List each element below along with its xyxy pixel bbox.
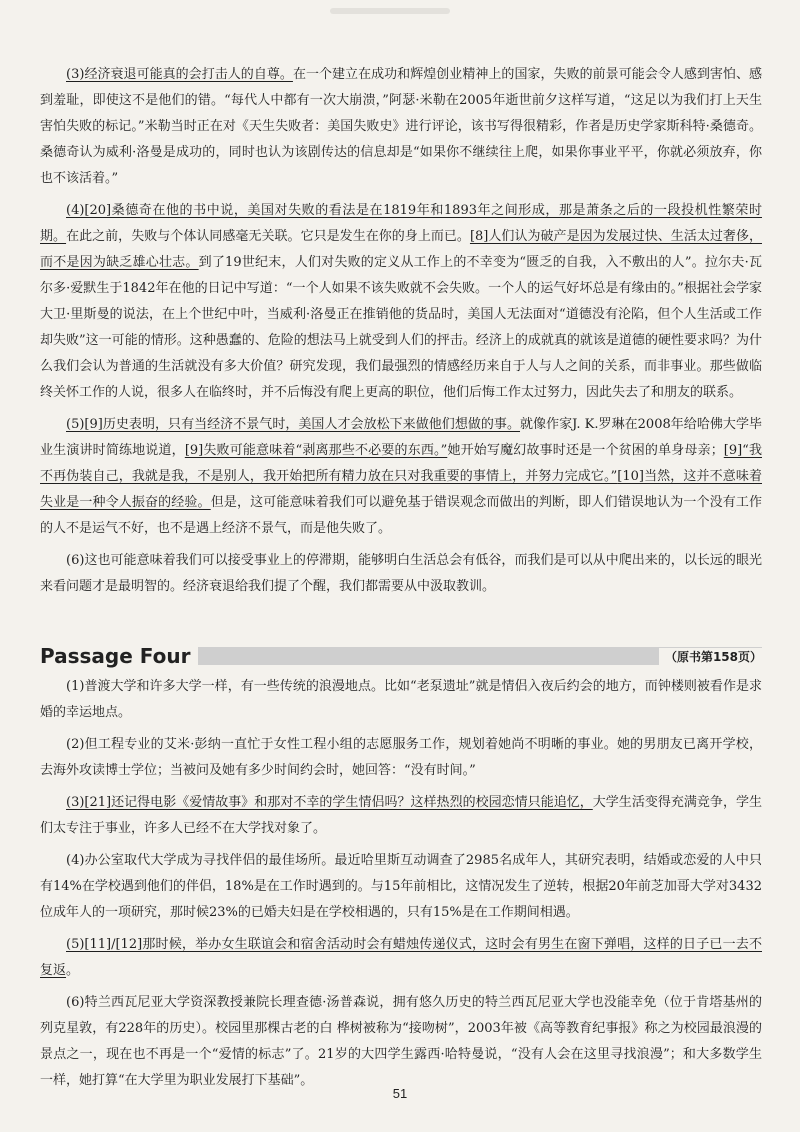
passage-three-continued bbox=[40, 62, 762, 606]
underlined-sentence: (3)[21]还记得电影《爱情故事》和那对不幸的学生情侣吗？这样热烈的校园恋情只能追忆， bbox=[66, 795, 593, 810]
scan-artifact bbox=[330, 8, 450, 14]
page-reference: （原书第158页） bbox=[659, 648, 762, 665]
paragraph-3: (3)[21]还记得电影《爱情故事》和那对不幸的学生情侣吗？这样热烈的校园恋情只能追忆，大学生活变得充满竞争，学生们太专注于事业，许多人已经不在大学找对象了。 bbox=[40, 795, 762, 836]
underlined-sentence: [9]“我不再伪装自己，我就是我，不是别人，我开始把所有精力放在只对我重要的事情上，并努力完成它。” bbox=[40, 443, 762, 484]
header-bar bbox=[198, 647, 762, 665]
paragraph-5: (5)[9]历史表明，只有当经济不景气时，美国人才会放松下来做他们想做的事。就像作家J. K.罗琳在2008年给哈佛大学毕业生演讲时简练地说道，[9]失败可能意味着“剥离那些不必要的东西。”她开始写魔幻故事时还是一个贫困的单身母亲；[9]“我不再伪装自己，我就是我，不是别人，我开始把所有精力放在只对我重要的事情上，并努力完成它。”[10]当然，这并不意味着失业是一种令人振奋的经验。但是，这可能意味着我们可以避免基于错误观念而做出的判断，即人们错误地认为一个没有工作的人不是运气不好，也不是遇上经济不景气，而是他失败了。 bbox=[40, 417, 762, 536]
paragraph-4: (4)[20]桑德奇在他的书中说，美国对失败的看法是在1819年和1893年之间形成，那是萧条之后的一段投机性繁荣时期。在此之前，失败与个体认同感毫无关联。它只是发生在你的身上而已。[8]人们认为破产是因为发展过快、生活太过奢侈，而不是因为缺乏雄心壮志。到了19世纪末，人们对失败的定义从工作上的不幸变为“匮乏的自我，入不敷出的人”。拉尔夫·瓦尔多·爱默生于1842年在他的日记中写道：“一个人如果不该失败就不会失败。一个人的运气好坏总是有缘由的。”根据社会学家大卫·里斯曼的说法，在上个世纪中叶，当威利·洛曼正在推销他的货品时，美国人无法面对“道德没有沦陷，但个人生活或工作却失败”这一可能的情形。这种愚蠢的、危险的想法马上就受到人们的抨击。经济上的成就真的就该是道德的硬性要求吗？为什么我们会认为普通的生活就没有多大价值？研究发现，我们最强烈的情感经历来自于人与人之间的关系，而非事业。那些做临终关怀工作的人说，很多人在临终时，并不后悔没有爬上更高的职位，他们后悔工作太过努力，因此失去了和朋友的联系。 bbox=[40, 203, 762, 400]
paragraph-6: (6)这也可能意味着我们可以接受事业上的停滞期，能够明白生活总会有低谷，而我们是可以从中爬出来的，以长远的眼光来看问题才是最明智的。经济衰退给我们提了个醒，我们都需要从中汲取教训。 bbox=[40, 553, 762, 594]
paragraph-3: (3)经济衰退可能真的会打击人的自尊。在一个建立在成功和辉煌创业精神上的国家，失败的前景可能会令人感到害怕、感到羞耻，即使这不是他们的错。“每代人中都有一次大崩溃，”阿瑟·米勒在2005年逝世前夕这样写道，“这足以为我们打上天生害怕失败的标记。”米勒当时正在对《天生失败者：美国失败史》进行评论，该书写得很精彩，作者是历史学家斯科特·桑德奇。桑德奇认为威利·洛曼是成功的，同时也认为该剧传达的信息却是“如果你不继续往上爬，如果你事业平平，你就必须放弃，你也不该活着。” bbox=[40, 67, 762, 186]
passage-four-body bbox=[40, 674, 762, 1100]
paragraph-6: (6)特兰西瓦尼亚大学资深教授兼院长理查德·汤普森说，拥有悠久历史的特兰西瓦尼亚大学也没能幸免（位于肯塔基州的列克星敦，有228年的历史）。校园里那棵古老的白 桦树被称为“接吻树”，2003年被《高等教育纪事报》称之为校园最浪漫的景点之一，现在也不再是一个“爱情的标志”了。21岁的大四学生露西·哈特曼说，“没有人会在这里寻找浪漫”；和大多数学生一样，她打算“在大学里为职业发展打下基础”。 bbox=[40, 995, 762, 1088]
underlined-sentence: [9]失败可能意味着“剥离那些不必要的东西。” bbox=[184, 443, 448, 458]
underlined-sentence: (5)[9]历史表明，只有当经济不景气时，美国人才会放松下来做他们想做的事。 bbox=[66, 417, 521, 432]
underlined-sentence: [10]当然，这并不意味着失业是一种令人振奋的经验。 bbox=[40, 469, 762, 510]
paragraph-5: (5)[11]/[12]那时候，举办女生联谊会和宿舍活动时会有蜡烛传递仪式，这时会有男生在窗下弹唱，这样的日子已一去不复返。 bbox=[40, 937, 762, 978]
paragraph-1: (1)普渡大学和许多大学一样，有一些传统的浪漫地点。比如“老泵遗址”就是情侣入夜后约会的地方，而钟楼则被看作是求婚的幸运地点。 bbox=[40, 679, 762, 720]
paragraph-4: (4)办公室取代大学成为寻找伴侣的最佳场所。最近哈里斯互动调查了2985名成年人，其研究表明，结婚或恋爱的人中只有14%在学校遇到他们的伴侣，18%是在工作时遇到的。与15年前相比，这情况发生了逆转，根据20年前芝加哥大学对3432位成年人的一项研究，那时候23%的已婚夫妇是在学校相遇的，只有15%是在工作期间相遇。 bbox=[40, 853, 762, 920]
underlined-sentence: [8]人们认为破产是因为发展过快、生活太过奢侈，而不是因为缺乏雄心壮志。 bbox=[40, 229, 762, 270]
passage-title: Passage Four bbox=[40, 644, 191, 668]
underlined-sentence: (4)[20]桑德奇在他的书中说，美国对失败的看法是在1819年和1893年之间形成，那是萧条之后的一段投机性繁荣时期。 bbox=[40, 203, 762, 244]
underlined-sentence: (5)[11]/[12]那时候，举办女生联谊会和宿舍活动时会有蜡烛传递仪式，这时会有男生在窗下弹唱，这样的日子已一去不复返 bbox=[40, 937, 762, 978]
underlined-sentence: (3)经济衰退可能真的会打击人的自尊。 bbox=[66, 67, 293, 82]
paragraph-2: (2)但工程专业的艾米·彭纳一直忙于女性工程小组的志愿服务工作，规划着她尚不明晰的事业。她的男朋友已离开学校，去海外攻读博士学位；当被问及她有多少时间约会时，她回答：“没有时间。” bbox=[40, 737, 762, 778]
page-number: 51 bbox=[392, 1086, 408, 1101]
passage-four-header bbox=[40, 644, 762, 668]
